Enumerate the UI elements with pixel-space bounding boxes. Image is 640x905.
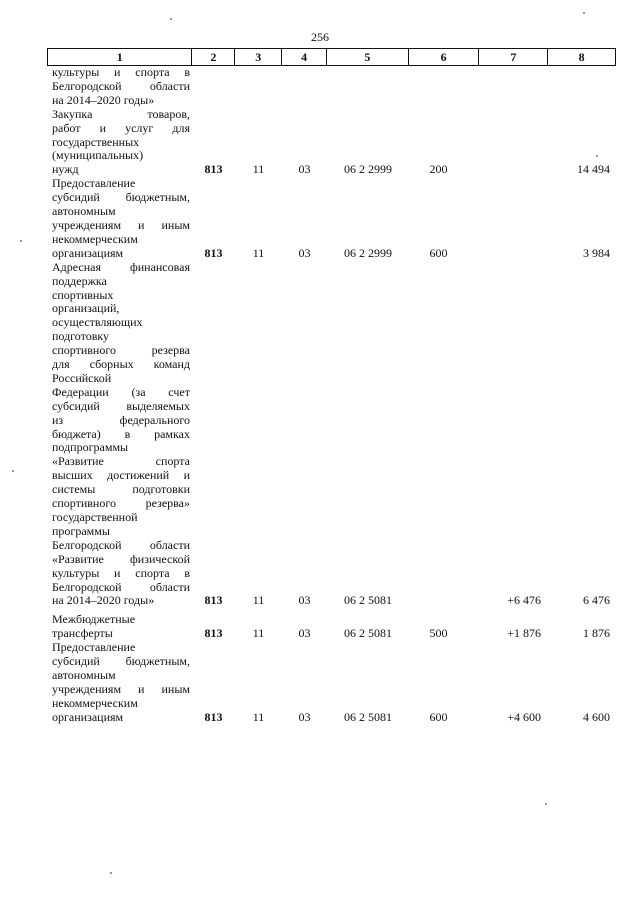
description-line: Федерации (за счет	[52, 384, 190, 399]
cell-col-5: 06 2 5081	[344, 709, 392, 724]
table-row	[47, 613, 616, 641]
cell-col-4: 03	[298, 626, 311, 641]
description-line: автономным	[52, 204, 116, 219]
cell-col-7: +1 876	[507, 626, 541, 641]
cell-col-8: 4 600	[583, 709, 610, 724]
cell-col-4: 03	[298, 245, 311, 260]
header-col-3: 3	[235, 49, 282, 65]
description-line: государственной	[52, 510, 138, 524]
description-line: на 2014–2020 годы»	[52, 593, 155, 608]
row-description	[47, 177, 192, 260]
description-line: Белгородской области	[52, 78, 190, 93]
header-col-7: 7	[479, 49, 548, 65]
description-line: на 2014–2020 годы»	[52, 92, 155, 107]
scan-speck	[12, 470, 14, 472]
cell-col-2: 813	[204, 245, 223, 260]
cell-col-2: 813	[204, 593, 223, 608]
description-line: Российской	[52, 370, 112, 385]
cell-col-3: 11	[252, 709, 265, 724]
description-line: из федерального	[52, 412, 190, 427]
header-col-2: 2	[192, 49, 235, 65]
cell-col-4: 03	[298, 162, 311, 177]
description-line: Белгородской области	[52, 579, 190, 594]
header-col-4: 4	[282, 49, 327, 65]
cell-col-6: 600	[429, 245, 448, 260]
table-header	[47, 48, 616, 66]
description-line: нужд	[52, 162, 79, 177]
description-line: высших достижений и	[52, 468, 190, 483]
scan-speck	[596, 155, 598, 157]
description-line: программы	[52, 523, 110, 538]
cell-col-7: +6 476	[507, 593, 541, 608]
page-number: 256	[311, 30, 329, 44]
description-line: спортивного резерва	[52, 343, 190, 358]
table-row	[47, 66, 616, 108]
row-description	[47, 66, 192, 108]
cell-col-2: 813	[204, 709, 223, 724]
description-line: организаций,	[52, 301, 120, 316]
cell-col-7: +4 600	[507, 709, 541, 724]
table-row	[47, 641, 616, 724]
header-col-1: 1	[48, 49, 192, 65]
scan-speck	[20, 240, 22, 242]
cell-col-5: 06 2 2999	[344, 245, 392, 260]
description-line: подготовку	[52, 329, 110, 344]
cell-col-5: 06 2 2999	[344, 162, 392, 177]
header-col-6: 6	[409, 49, 480, 65]
header-col-5: 5	[327, 49, 409, 65]
description-line: Адресная финансовая	[52, 259, 190, 274]
cell-col-3: 11	[252, 162, 265, 177]
cell-col-6: 600	[429, 709, 448, 724]
description-line: организациям	[52, 709, 124, 724]
description-line: культуры и спорта в	[52, 65, 190, 79]
row-description	[47, 108, 192, 178]
description-line: бюджета) в рамках	[52, 426, 190, 441]
cell-col-5: 06 2 5081	[344, 626, 392, 641]
description-line: субсидий выделяемых	[52, 398, 190, 413]
description-line: учреждениям и иным	[52, 681, 190, 696]
description-line: (муниципальных)	[52, 148, 144, 163]
description-line: Закупка товаров,	[52, 106, 190, 121]
cell-col-3: 11	[252, 593, 265, 608]
description-line: некоммерческим	[52, 231, 138, 246]
scan-speck	[170, 18, 172, 20]
description-line: работ и услуг для	[52, 120, 190, 135]
description-line: некоммерческим	[52, 695, 138, 710]
row-description	[47, 613, 192, 641]
description-line: осуществляющих	[52, 315, 143, 330]
row-description	[47, 641, 192, 724]
cell-col-3: 11	[252, 245, 265, 260]
scan-speck	[583, 12, 585, 14]
description-line: спортивного резерва»	[52, 496, 190, 511]
description-line: для сборных команд	[52, 357, 190, 372]
description-line: системы подготовки	[52, 482, 190, 497]
description-line: поддержка	[52, 273, 107, 288]
cell-col-8: 14 494	[577, 162, 610, 177]
scan-speck	[110, 872, 112, 874]
cell-col-2: 813	[204, 162, 223, 177]
description-line: Белгородской области	[52, 537, 190, 552]
description-line: спортивных	[52, 287, 114, 302]
cell-col-4: 03	[298, 709, 311, 724]
table-row	[47, 261, 616, 609]
cell-col-4: 03	[298, 593, 311, 608]
cell-col-3: 11	[252, 626, 265, 641]
description-line: Предоставление	[52, 640, 136, 655]
table-body	[47, 66, 616, 725]
description-line: организациям	[52, 245, 124, 260]
description-line: автономным	[52, 667, 116, 682]
cell-col-8: 3 984	[583, 245, 610, 260]
cell-col-6: 200	[429, 162, 448, 177]
description-line: подпрограммы	[52, 440, 129, 455]
description-line: субсидий бюджетным,	[52, 654, 190, 669]
table-row	[47, 108, 616, 178]
description-line: субсидий бюджетным,	[52, 190, 190, 205]
description-line: государственных	[52, 134, 140, 149]
table-row	[47, 177, 616, 260]
header-col-8: 8	[578, 50, 585, 64]
description-line: Межбюджетные	[52, 612, 136, 627]
cell-col-6: 500	[429, 626, 448, 641]
cell-col-5: 06 2 5081	[344, 593, 392, 608]
description-line: «Развитие спорта	[52, 454, 190, 469]
row-description	[47, 261, 192, 609]
cell-col-8: 1 876	[583, 626, 610, 641]
description-line: культуры и спорта в	[52, 565, 190, 580]
description-line: учреждениям и иным	[52, 217, 190, 232]
scan-speck	[545, 803, 547, 805]
cell-col-2: 813	[204, 626, 223, 641]
description-line: трансферты	[52, 626, 113, 641]
cell-col-8: 6 476	[583, 593, 610, 608]
description-line: «Развитие физической	[52, 551, 190, 566]
description-line: Предоставление	[52, 176, 136, 191]
